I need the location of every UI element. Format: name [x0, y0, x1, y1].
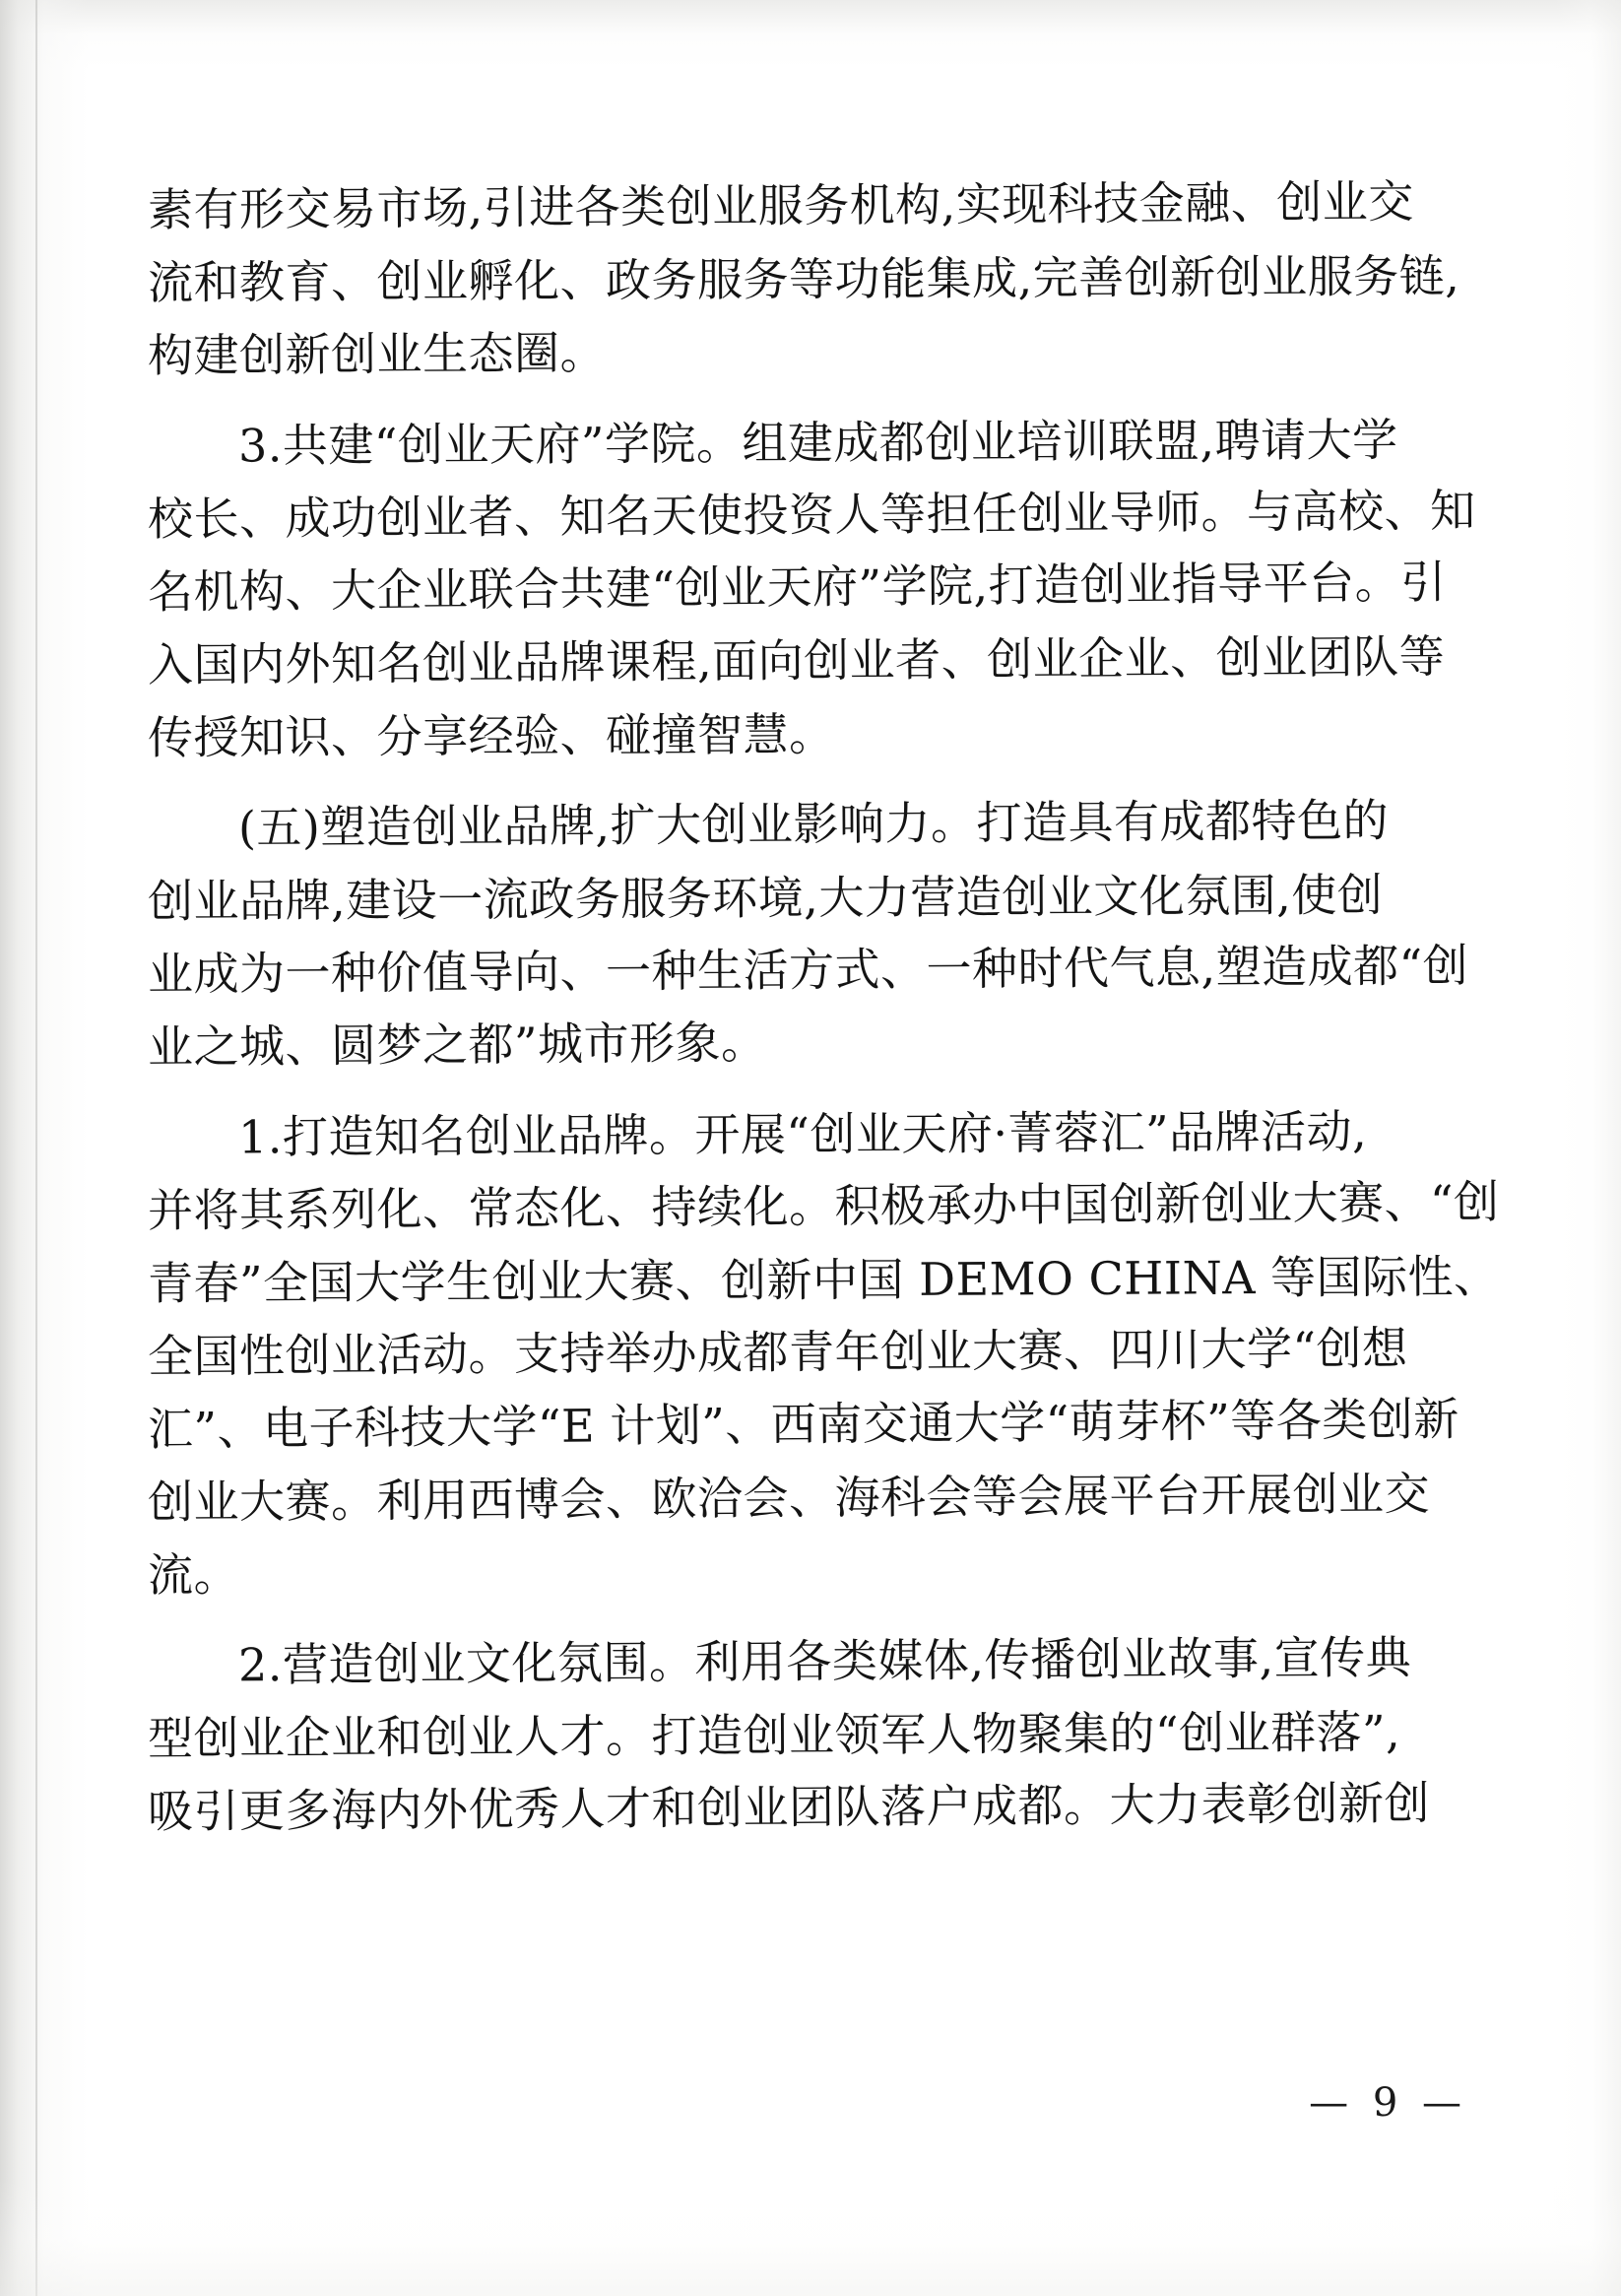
text-line: 创业大赛。利用西博会、欧洽会、海科会等会展平台开展创业交: [147, 1467, 1431, 1529]
scan-shadow-top: [0, 0, 1621, 69]
text-line: 入国内外知名创业品牌课程,面向创业者、创业企业、创业团队等: [147, 629, 1446, 691]
text-line: 名机构、大企业联合共建“创业天府”学院,打造创业指导平台。引: [147, 555, 1447, 619]
text-line: 1.打造知名创业品牌。开展“创业天府·菁蓉汇”品牌活动,: [237, 1104, 1368, 1164]
text-line: 并将其系列化、常态化、持续化。积极承办中国创新创业大赛、“创: [147, 1174, 1500, 1237]
text-line: 校长、成功创业者、知名天使投资人等担任创业导师。与高校、知: [147, 484, 1476, 546]
text-line: 3.共建“创业天府”学院。组建成都创业培训联盟,聘请大学: [237, 413, 1398, 473]
text-line: 吸引更多海内外优秀人才和创业团队落户成都。大力表彰创新创: [147, 1776, 1431, 1838]
scan-shadow-left: [0, 0, 89, 2296]
text-line: 青春”全国大学生创业大赛、创新中国 DEMO CHINA 等国际性、: [147, 1249, 1500, 1310]
text-line: 流和教育、创业孵化、政务服务等功能集成,完善创新创业服务链,: [147, 249, 1460, 309]
text-line: 业之城、圆梦之都”城市形象。: [147, 1016, 767, 1074]
text-line: (五)塑造创业品牌,扩大创业影响力。打造具有成都特色的: [237, 793, 1390, 855]
text-line: 汇”、电子科技大学“E 计划”、西南交通大学“萌芽杯”等各类创新: [147, 1392, 1459, 1456]
scan-shadow-bottom: [0, 2178, 1621, 2296]
text-line: 素有形交易市场,引进各类创业服务机构,实现科技金融、创业交: [147, 174, 1414, 236]
text-line: 全国性创业活动。支持举办成都青年创业大赛、四川大学“创想: [147, 1321, 1408, 1383]
paragraph-section-5-brand: [148, 792, 1467, 1083]
text-line: 传授知识、分享经验、碰撞智慧。: [147, 707, 835, 764]
scan-shadow-right: [1552, 0, 1621, 2296]
paragraph-continued-service-chain: [148, 173, 1467, 392]
text-line: 构建创新创业生态圈。: [147, 325, 607, 382]
text-line: 2.营造创业文化氛围。利用各类媒体,传播创业故事,宣传典: [237, 1630, 1412, 1692]
page-number: — 9 —: [1309, 2080, 1467, 2126]
text-line: 流。: [147, 1547, 240, 1602]
text-line: 创业品牌,建设一流政务服务环境,大力营造创业文化氛围,使创: [147, 868, 1384, 928]
text-line: 型创业企业和创业人才。打造创业领军人物聚集的“创业群落”,: [147, 1705, 1401, 1765]
paragraph-item-3-chuangye-tianfu-academy: [147, 410, 1476, 774]
paragraph-item-2-culture-atmosphere: [148, 1629, 1467, 1848]
text-line: 业成为一种价值导向、一种生活方式、一种时代气息,塑造成都“创: [147, 939, 1469, 1001]
paragraph-item-1-famous-brand: [147, 1101, 1500, 1611]
document-body: [147, 173, 1500, 1866]
